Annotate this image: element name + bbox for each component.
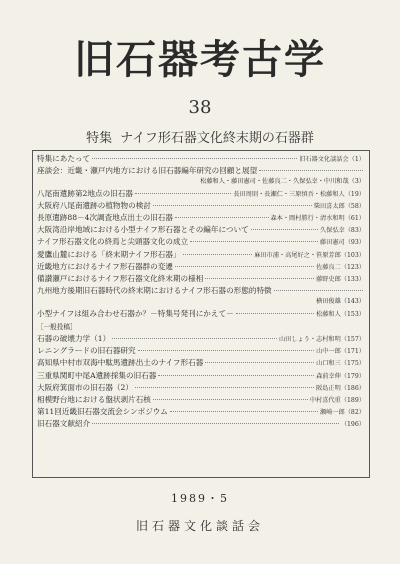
toc-entry (37, 406, 365, 418)
section-label-general: ［一般投稿］ (37, 322, 77, 331)
toc-entry-author: 森本・岡村勝行・清水和明（61） (270, 215, 365, 223)
toc-entry-author: 麻田市浦・高尾好之・笹原芳郎（103） (254, 251, 365, 259)
dotted-leader (170, 411, 318, 412)
toc-entry (37, 212, 365, 224)
dotted-leader (205, 278, 314, 279)
dotted-leader (205, 362, 314, 363)
dotted-leader (112, 338, 277, 339)
toc-entry (37, 249, 365, 261)
dotted-leader (92, 158, 297, 159)
toc-entry-title: 大阪湾沿岸地域における小型ナイフ形石器とその編年について (37, 225, 249, 235)
toc-entry (37, 370, 365, 382)
dotted-leader (183, 254, 253, 255)
toc-entry-title: 八尾南遺跡第2地点の旧石器 (37, 188, 133, 198)
toc-entry (37, 357, 365, 369)
toc-entry-title: 相模野台地における盤状剥片石核 (37, 395, 151, 405)
toc-entry-author: 長田周則・長瀬仁・三原慎吾・松藤和人（19） (233, 190, 365, 198)
toc-entry-author: 山中一郎（171） (316, 348, 365, 356)
dotted-leader (175, 266, 314, 267)
dotted-leader (135, 193, 231, 194)
dotted-leader (274, 290, 363, 291)
toc-entry-author: 瀬崎一郎（82） (320, 409, 365, 417)
toc-entry-title: 愛鷹山麓における「終末期ナイフ形石器」 (37, 249, 181, 259)
feature-title: ナイフ形石器文化終末期の石器群 (120, 131, 314, 146)
toc-entry (37, 273, 365, 285)
toc-entry (37, 418, 365, 430)
toc-entry-author: 柴田喜太郎（58） (313, 202, 365, 210)
toc-entry-authors-line: 松藤和人・藤田憲司・佐藤良二・久保弘幸・中川和哉（3） (200, 178, 365, 186)
toc-entry (37, 261, 365, 273)
feature-label: 特集 (86, 131, 113, 146)
toc-entry (37, 165, 365, 176)
toc-entry-title: 備讃瀬戸におけるナイフ形石器文化終末期の様相 (37, 274, 204, 284)
toc-entry-title: 旧石器文献紹介 (37, 419, 91, 429)
toc-entry-title: 石器の破壊力学（1） (37, 334, 111, 344)
toc-entry-title: 近畿地方におけるナイフ形石器群の変遷 (37, 261, 173, 271)
toc-entry-title: 三重県関町中尾A遺跡採集の旧石器 (37, 370, 157, 380)
toc-entry-title: 座談会：近畿・瀬戸内地方における旧石器編年研究の回顧と展望 (37, 166, 258, 176)
toc-entry-author: 森前幸伸（179） (316, 372, 365, 380)
dotted-leader (259, 170, 363, 171)
toc-entry-author: 藤田憲司（93） (320, 239, 365, 247)
toc-entry-author: 佐藤良二（123） (316, 263, 365, 271)
toc-entry (37, 285, 365, 296)
toc-entry-author: 松藤和人（153） (316, 310, 365, 318)
toc-entry (37, 308, 365, 320)
toc-entry (37, 236, 365, 248)
toc-entry-author: （196） (340, 421, 365, 429)
dotted-leader (236, 313, 314, 314)
dotted-leader (135, 387, 314, 388)
toc-entry (37, 394, 365, 406)
dotted-leader (92, 423, 339, 424)
toc-entry-title: 九州地方後期旧石器時代の終末期におけるナイフ形石器の形態的特徴 (37, 286, 272, 296)
toc-entry (37, 333, 365, 345)
toc-entry-author: 山口和三（175） (316, 360, 365, 368)
dotted-leader (138, 350, 314, 351)
toc-entry (37, 153, 365, 165)
dotted-leader (175, 217, 269, 218)
toc-entry (37, 188, 365, 200)
issue-number: 38 (188, 97, 212, 118)
toc-entry-title: レニングラードの旧石器研究 (37, 346, 136, 356)
toc-entry-title: 高知県中村市双海中駄馬遺跡出土のナイフ形石器 (37, 358, 204, 368)
dotted-leader (153, 399, 308, 400)
toc-entry-title: 小型ナイフは組み合わせ石器か？－特集号発刊にかえて－ (37, 308, 234, 318)
publisher-name: 旧石器文化談話会 (135, 519, 264, 533)
toc-entry-author: 中村喜代重（189） (309, 397, 365, 405)
dotted-leader (153, 205, 312, 206)
toc-entry (37, 224, 365, 236)
toc-entry-title: 大阪府八尾南遺跡の植物物の検討 (37, 200, 151, 210)
toc-entry-author: 山田しょう・志村和明（157） (278, 336, 365, 344)
toc-entry-author: 久保弘幸（83） (320, 227, 365, 235)
toc-entry (37, 345, 365, 357)
toc-entry-title: 大阪府箕面市の旧石器（2） (37, 382, 133, 392)
toc-entry-title: 長原遺跡88－4次調査地点出土の旧石器 (37, 213, 173, 223)
toc-entry-author: 藤野史郎（133） (316, 276, 365, 284)
publication-date: 1989・5 (171, 492, 229, 505)
toc-entry-title: 特集にあたって (37, 154, 91, 163)
feature-heading (0, 127, 400, 146)
dotted-leader (158, 375, 314, 376)
dotted-leader (251, 229, 318, 230)
toc-entry-author: 旧石器文化談話会（1） (299, 156, 365, 163)
dotted-leader (190, 241, 318, 242)
journal-title: 旧石器考古学 (74, 36, 326, 83)
table-of-contents (32, 150, 370, 478)
toc-entry (37, 382, 365, 394)
toc-entry-title: 第11回近畿旧石器交流会シンポジウム (37, 407, 168, 417)
toc-entry-author: 阪島正明（186） (316, 384, 365, 392)
toc-entry (37, 200, 365, 212)
toc-entry-authors-line: 横田俊雄（143） (316, 298, 365, 306)
toc-entry-title: ナイフ形石器文化の終焉と尖頭器文化の成立 (37, 237, 189, 247)
